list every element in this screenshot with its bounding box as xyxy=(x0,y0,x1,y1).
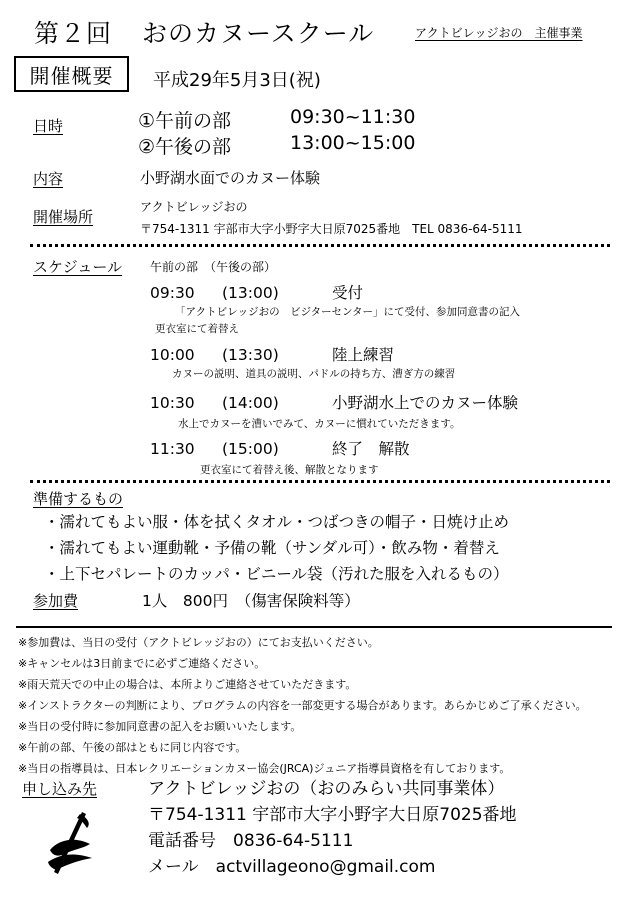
schedule-item xyxy=(150,343,394,365)
am-session-time: 09:30~11:30 xyxy=(290,106,416,128)
am-session-label: ①午前の部 xyxy=(138,110,232,132)
preparation-item: ・上下セパレートのカッパ・ビニール袋（汚れた服を入れるもの） xyxy=(44,565,509,583)
pm-session-time: 13:00~15:00 xyxy=(290,132,416,154)
schedule-note: 更衣室にて着替え xyxy=(155,323,239,335)
note-line: ※雨天荒天での中止の場合は、本所よりご連絡させていただきます。 xyxy=(18,678,357,691)
fee-label: 参加費 xyxy=(33,592,79,610)
schedule-item xyxy=(150,281,363,303)
preparation-item: ・濡れてもよい運動靴・予備の靴（サンダル可）・飲み物・着替え xyxy=(44,539,500,557)
schedule-label: スケジュール xyxy=(33,258,123,276)
divider xyxy=(16,626,612,628)
content-label: 内容 xyxy=(33,170,64,188)
datetime-label: 日時 xyxy=(33,117,64,135)
venue-label: 開催場所 xyxy=(33,208,94,226)
schedule-time-pm: (13:00) xyxy=(222,284,279,302)
schedule-time-pm: (13:30) xyxy=(222,346,279,364)
contact-address: 〒754-1311 宇部市大字小野字大日原7025番地 xyxy=(148,805,517,825)
organizer-label: アクトビレッジおの 主催事業 xyxy=(415,26,583,40)
schedule-time-pm: (15:00) xyxy=(222,440,279,458)
schedule-note: 「アクトビレッジおの ビジターセンター」にて受付、参加同意書の記入 xyxy=(175,306,521,318)
schedule-title: 受付 xyxy=(332,284,364,302)
note-line: ※当日の受付時に参加同意書の記入をお願いいたします。 xyxy=(18,720,302,733)
page-title xyxy=(34,14,374,50)
schedule-time-am: 10:30 xyxy=(150,394,195,412)
preparation-item: ・濡れてもよい服・体を拭くタオル・つばつきの帽子・日焼け止め xyxy=(44,513,510,531)
schedule-time-am: 11:30 xyxy=(150,440,195,458)
schedule-note: 水上でカヌーを漕いでみて、カヌーに慣れていただきます。 xyxy=(178,418,461,430)
contact-email[interactable]: メール actvillageono@gmail.com xyxy=(148,857,436,877)
event-date: 平成29年5月3日(祝) xyxy=(153,70,321,91)
schedule-item xyxy=(150,391,518,413)
divider xyxy=(30,480,610,483)
contact-label: 申し込み先 xyxy=(22,780,98,798)
note-line: ※午前の部、午後の部はともに同じ内容です。 xyxy=(18,741,247,754)
contact-org: アクトビレッジおの（おのみらい共同事業体） xyxy=(148,779,505,799)
schedule-title: 終了 解散 xyxy=(332,440,410,458)
schedule-time-am: 09:30 xyxy=(150,284,195,302)
pm-session-label: ②午後の部 xyxy=(138,136,232,158)
contact-phone: 電話番号 0836-64-5111 xyxy=(148,831,354,851)
schedule-title: 小野湖水上でのカヌー体験 xyxy=(332,394,519,412)
note-line: ※キャンセルは3日前までに必ずご連絡ください。 xyxy=(18,657,266,670)
schedule-header: 午前の部 （午後の部） xyxy=(150,260,277,274)
content-text: 小野湖水面でのカヌー体験 xyxy=(140,169,321,187)
schedule-note: 更衣室にて着替え後、解散となります xyxy=(200,464,379,476)
schedule-note: カヌーの説明、道具の説明、パドルの持ち方、漕ぎ方の練習 xyxy=(172,368,456,380)
canoe-paddler-logo-icon xyxy=(44,810,96,876)
overview-box: 開催概要 xyxy=(14,56,129,92)
fee-text: 1人 800円 （傷害保険料等） xyxy=(142,592,360,610)
note-line: ※当日の指導員は、日本レクリエーションカヌー協会(JRCA)ジュニア指導員資格を有しております。 xyxy=(18,762,511,775)
title-number: 第２回 xyxy=(34,19,113,48)
note-line: ※参加費は、当日の受付（アクトビレッジおの）にてお支払いください。 xyxy=(18,636,379,649)
title-name: おのカヌースクール xyxy=(142,19,375,48)
note-line: ※インストラクターの判断により、プログラムの内容を一部変更する場合があります。あらかじめご了承ください。 xyxy=(18,699,587,712)
divider xyxy=(30,244,610,247)
schedule-time-am: 10:00 xyxy=(150,346,195,364)
schedule-title: 陸上練習 xyxy=(332,346,395,364)
venue-name: アクトビレッジおの xyxy=(140,200,248,214)
venue-address: 〒754-1311 宇部市大字小野字大日原7025番地 TEL 0836-64-5111 xyxy=(140,222,523,236)
preparation-label: 準備するもの xyxy=(33,490,124,508)
schedule-time-pm: (14:00) xyxy=(222,394,279,412)
schedule-item xyxy=(150,437,410,459)
